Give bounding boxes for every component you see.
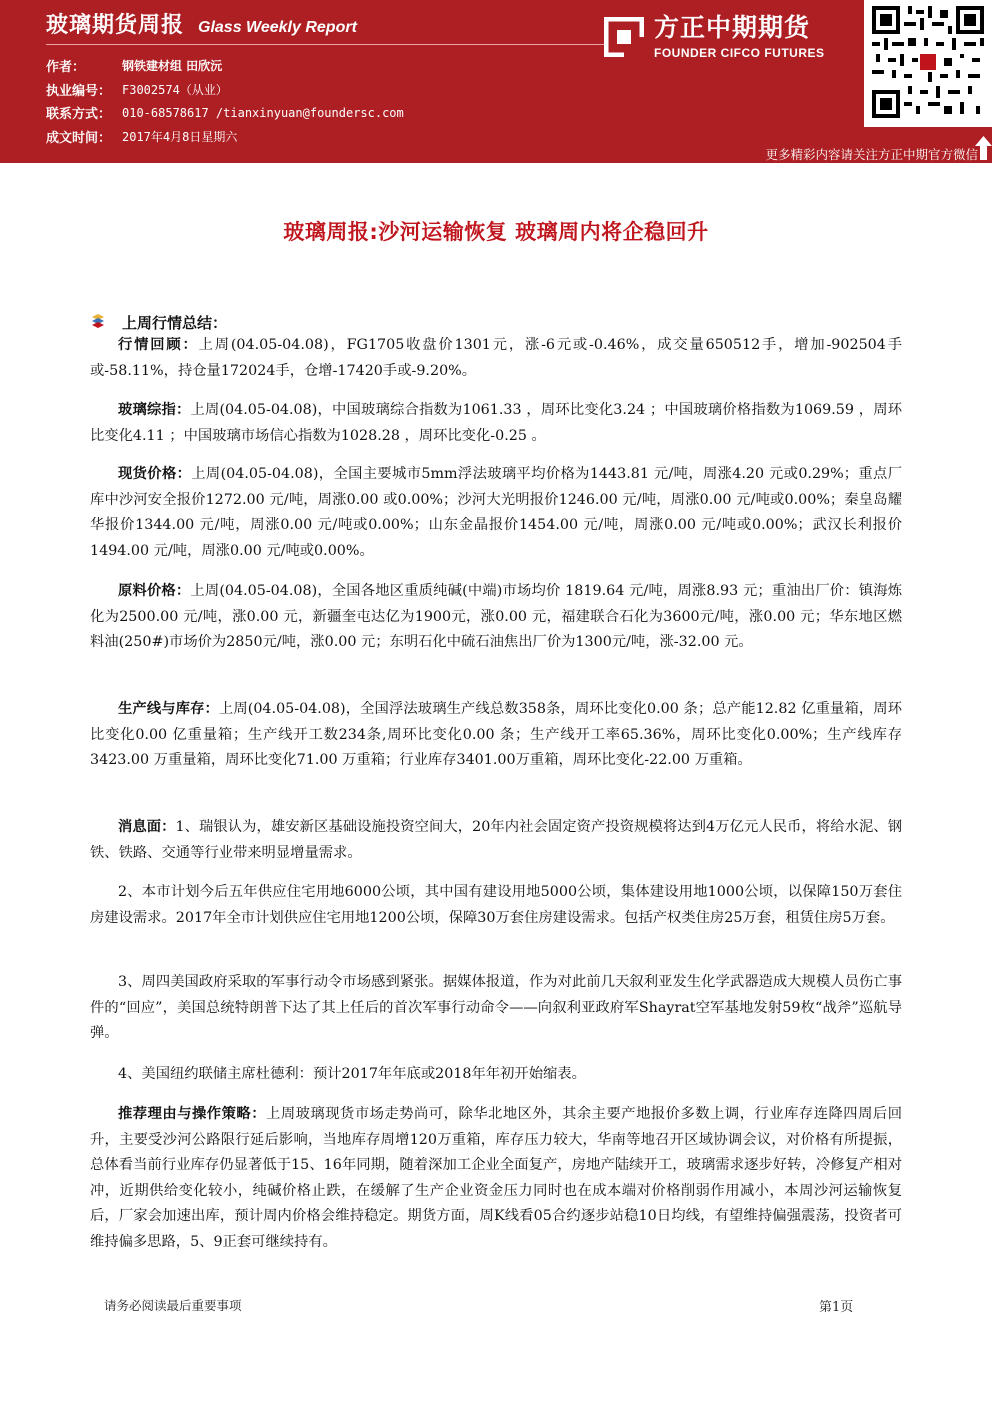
section-glass-index: 玻璃综指：上周(04.05-04.08)，中国玻璃综合指数为1061.33 ，周环比变化3.24 ；中国玻璃价格指数为1069.59 ，周环比变化4.11 ；中国玻璃市场信心指数为1028.28 ，周环比变化-0.25 。 xyxy=(90,402,902,444)
section-strategy: 推荐理由与操作策略：上周玻璃现货市场走势尚可，除华北地区外，其余主要产地报价多数上调，行业库存连降四周后回升，主要受沙河公路限行延后影响，当地库存周增120万重箱，库存压力较大，华南等地召开区域协调会议，对价格有所提振，总体看当前行业库存仍显著低于15、16年同期，随着深加工企业全面复产，房地产陆续开工，玻璃需求逐步好转，冷修复产相对冲，近期供给变化较小，纯碱价格止跌，在缓解了生产企业资金压力同时也在成本端对价格削弱作用减小，本周沙河运输恢复后，厂家会加速出库，预计周内价格会维持稳定。期货方面，周K线看05合约逐步站稳10日均线，有望维持偏强震荡，投资者可维持偏多思路，5、9正套可继续持有。 xyxy=(90,1106,903,1250)
report-cn-title: 玻璃期货周报 xyxy=(46,13,185,38)
section-production-inventory: 生产线与库存：上周(04.05-04.08)，全国浮法玻璃生产线总数358条，周环比变化0.00 条；总产能12.82 亿重量箱，周环比变化0.00 亿重量箱；生产线开工数234条,周环比变化0.00 条；生产线开工率65.36%，周环比变化0.00%；生产线库存3423.00 万重量箱，周环比变化71.00 万重箱；行业库存3401.00万重箱，周环比变化-22.00 万重箱。 xyxy=(90,701,903,768)
section-news-4: 4、美国纽约联储主席杜德利：预计2017年年底或2018年年初开始缩表。 xyxy=(118,1066,586,1082)
bullet-icon xyxy=(90,314,106,330)
section-raw-material: 原料价格：上周(04.05-04.08)，全国各地区重质纯碱(中端)市场均价 1819.64 元/吨，周涨8.93 元；重油出厂价：镇海炼化为2500.00 元/吨，涨0.00 元，新疆奎屯达亿为1900元，涨0.00 元，福建联合石化为3600元/吨，涨0.00 元；华东地区燃料油(250#)市场价为2850元/吨，涨0.00 元；东明石化中硫石油焦出厂价为1300元/吨，涨-32.00 元。 xyxy=(90,583,902,650)
section-market-review: 行情回顾：上周(04.05-04.08)，FG1705收盘价1301元，涨-6元或-0.46%，成交量650512手，增加-902504手或-58.11%，持仓量172024手，仓增-17420手或-9.20%。 xyxy=(90,337,902,379)
footer-disclaimer-note: 请务必阅读最后重要事项 xyxy=(104,1298,242,1313)
summary-label: 上周行情总结： xyxy=(122,313,228,332)
author-meta xyxy=(46,54,404,148)
meta-author: 作者： 钢铁建材组 田欣沅 xyxy=(46,59,223,76)
meta-contact: 联系方式： 010-68578617 /tianxinyuan@foundersc.com xyxy=(46,105,404,123)
header-title-block xyxy=(46,8,606,39)
section-news-2: 2、本市计划今后五年供应住宅用地6000公顷，其中国有建设用地5000公顷，集体建设用地1000公顷，以保障150万套住房建设需求。2017年全市计划供应住宅用地1200公顷，保障30万套住房建设需求。包括产权类住房25万套，租赁住房5万套。 xyxy=(90,884,902,926)
company-logo xyxy=(604,14,825,60)
report-main-title: 玻璃周报:沙河运输恢复 玻璃周内将企稳回升 xyxy=(283,220,709,244)
meta-license: 执业编号： F3002574（从业） xyxy=(46,82,228,99)
section-spot-price: 现货价格：上周(04.05-04.08)，全国主要城市5mm浮法玻璃平均价格为1443.81 元/吨，周涨4.20 元或0.29%；重点厂库中沙河安全报价1272.00 元/吨，周涨0.00 或0.00%；沙河大光明报价1246.00 元/吨，周涨0.00 元/吨或0.00%；秦皇岛耀华报价1344.00 元/吨，周涨0.00 元/吨或0.00%；山东金晶报价1454.00 元/吨，周涨0.00 元/吨或0.00%；武汉长利报价1494.00 元/吨，周涨0.00 元/吨或0.00%。 xyxy=(90,466,902,559)
section-news-3: 3、周四美国政府采取的军事行动令市场感到紧张。据媒体报道，作为对此前几天叙利亚发生化学武器造成大规模人员伤亡事件的“回应”，美国总统特朗普下达了其上任后的首次军事行动命令——向叙利亚政府军Shayrat空军基地发射59枚“战斧”巡航导弹。 xyxy=(90,974,902,1041)
report-en-title: Glass Weekly Report xyxy=(198,19,357,36)
follow-wechat-note: 更多精彩内容请关注方正中期官方微信 xyxy=(765,147,978,162)
founder-logo-icon xyxy=(604,17,644,57)
report-header xyxy=(0,0,992,163)
arrow-up-icon xyxy=(975,136,992,160)
footer-page-number: 第1页 xyxy=(819,1300,854,1315)
section-news-1: 消息面：1、瑞银认为，雄安新区基础设施投资空间大，20年内社会固定资产投资规模将达到4万亿元人民币，将给水泥、钢铁、铁路、交通等行业带来明显增量需求。 xyxy=(90,819,902,861)
qr-code-icon xyxy=(872,6,984,118)
header-divider xyxy=(46,44,606,45)
wechat-qr-code xyxy=(864,0,992,127)
logo-en-text: FOUNDER CIFCO FUTURES xyxy=(654,46,825,60)
meta-date: 成文时间： 2017年4月8日星期六 xyxy=(46,129,238,146)
logo-cn-text: 方正中期期货 xyxy=(654,13,811,42)
